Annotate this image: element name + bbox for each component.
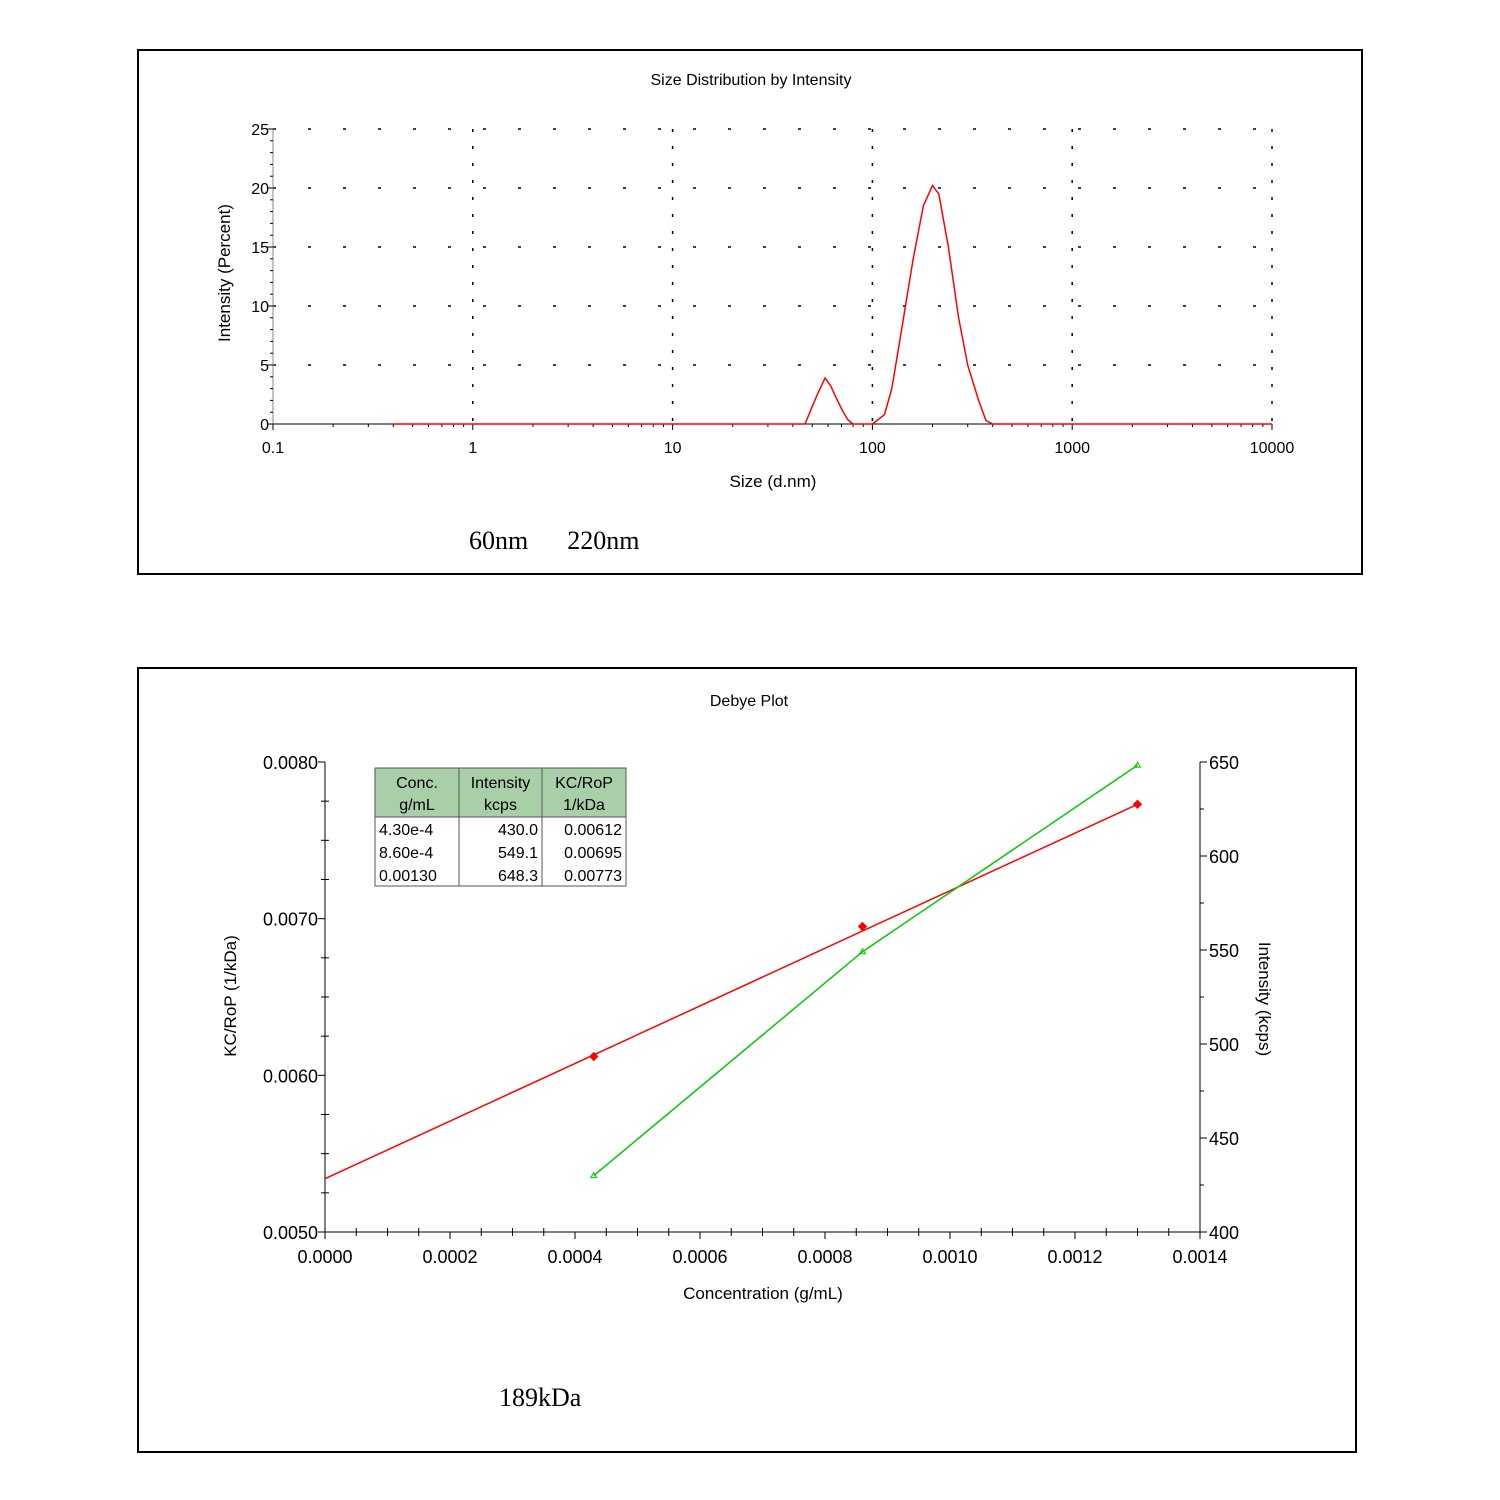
x-tick-label: 10 — [663, 440, 682, 457]
y-tick-label: 10 — [251, 299, 269, 316]
intensity-series-line — [393, 186, 1272, 424]
size-distribution-panel — [137, 49, 1363, 575]
x-tick-label: 0.0008 — [797, 1247, 853, 1267]
x-axis-label: Size (d.nm) — [729, 472, 817, 491]
x-tick-label: 1 — [468, 440, 478, 457]
table-cell: 0.00695 — [564, 845, 622, 862]
chart-title: Debye Plot — [709, 693, 789, 710]
y-tick-label: 0.0070 — [262, 909, 318, 930]
intensity-series-line — [594, 765, 1138, 1175]
table-header-label: KC/RoP — [555, 775, 613, 792]
x-tick-label: 0.0000 — [297, 1247, 353, 1267]
kc-rop-point — [1134, 800, 1142, 808]
x-tick-label: 1000 — [1054, 440, 1090, 457]
table-cell: 0.00773 — [564, 868, 622, 885]
y2-tick-label: 400 — [1209, 1223, 1240, 1243]
y2-axis-label: Intensity (kcps) — [1255, 941, 1274, 1057]
y2-tick-label: 600 — [1209, 847, 1240, 867]
size-distribution-chart — [139, 51, 1361, 573]
table-cell: 8.60e-4 — [379, 845, 434, 862]
x-tick-label: 0.0002 — [422, 1247, 478, 1267]
table-header-label: Conc. — [396, 775, 438, 792]
x-axis-label: Concentration (g/mL) — [683, 1284, 843, 1303]
y2-tick-label: 650 — [1209, 753, 1240, 773]
x-tick-label: 0.0006 — [672, 1247, 728, 1267]
y-tick-label: 20 — [251, 181, 269, 198]
x-tick-label: 0.1 — [261, 440, 285, 457]
debye-plot-panel — [137, 667, 1357, 1453]
y-axis-label: KC/RoP (1/kDa) — [221, 935, 240, 1057]
data-table — [375, 768, 626, 886]
y2-tick-label: 500 — [1209, 1035, 1240, 1055]
y-tick-label: 0.0080 — [262, 753, 318, 773]
table-header-unit: g/mL — [399, 797, 435, 814]
table-header-unit: kcps — [484, 797, 517, 814]
y-tick-label: 25 — [251, 122, 269, 139]
y-tick-label: 0.0060 — [262, 1066, 318, 1087]
table-cell: 648.3 — [497, 868, 538, 885]
table-cell: 0.00612 — [564, 822, 622, 839]
table-cell: 0.00130 — [379, 868, 437, 885]
intensity-point — [1135, 762, 1141, 767]
chart-title: Size Distribution by Intensity — [650, 72, 852, 89]
x-tick-label: 10000 — [1249, 440, 1295, 457]
y-tick-label: 15 — [251, 240, 269, 257]
y-tick-label: 5 — [260, 358, 269, 375]
y-axis-label: Intensity (Percent) — [215, 204, 234, 342]
x-tick-label: 0.0014 — [1172, 1247, 1228, 1267]
x-tick-label: 0.0010 — [922, 1247, 978, 1267]
y2-tick-label: 450 — [1209, 1129, 1240, 1149]
debye-plot-chart — [139, 669, 1355, 1451]
y2-tick-label: 550 — [1209, 941, 1240, 961]
peak-size-annotation: 60nm 220nm — [469, 526, 640, 555]
table-header-unit: 1/kDa — [563, 797, 605, 814]
table-cell: 430.0 — [497, 822, 538, 839]
x-tick-label: 100 — [859, 440, 886, 457]
table-cell: 549.1 — [497, 845, 538, 862]
y-tick-label: 0.0050 — [262, 1223, 318, 1243]
x-tick-label: 0.0004 — [547, 1247, 603, 1267]
y-tick-label: 0 — [260, 417, 269, 434]
x-tick-label: 0.0012 — [1047, 1247, 1103, 1267]
table-header-label: Intensity — [470, 775, 531, 792]
table-cell: 4.30e-4 — [379, 822, 434, 839]
molecular-weight-annotation: 189kDa — [499, 1383, 582, 1412]
